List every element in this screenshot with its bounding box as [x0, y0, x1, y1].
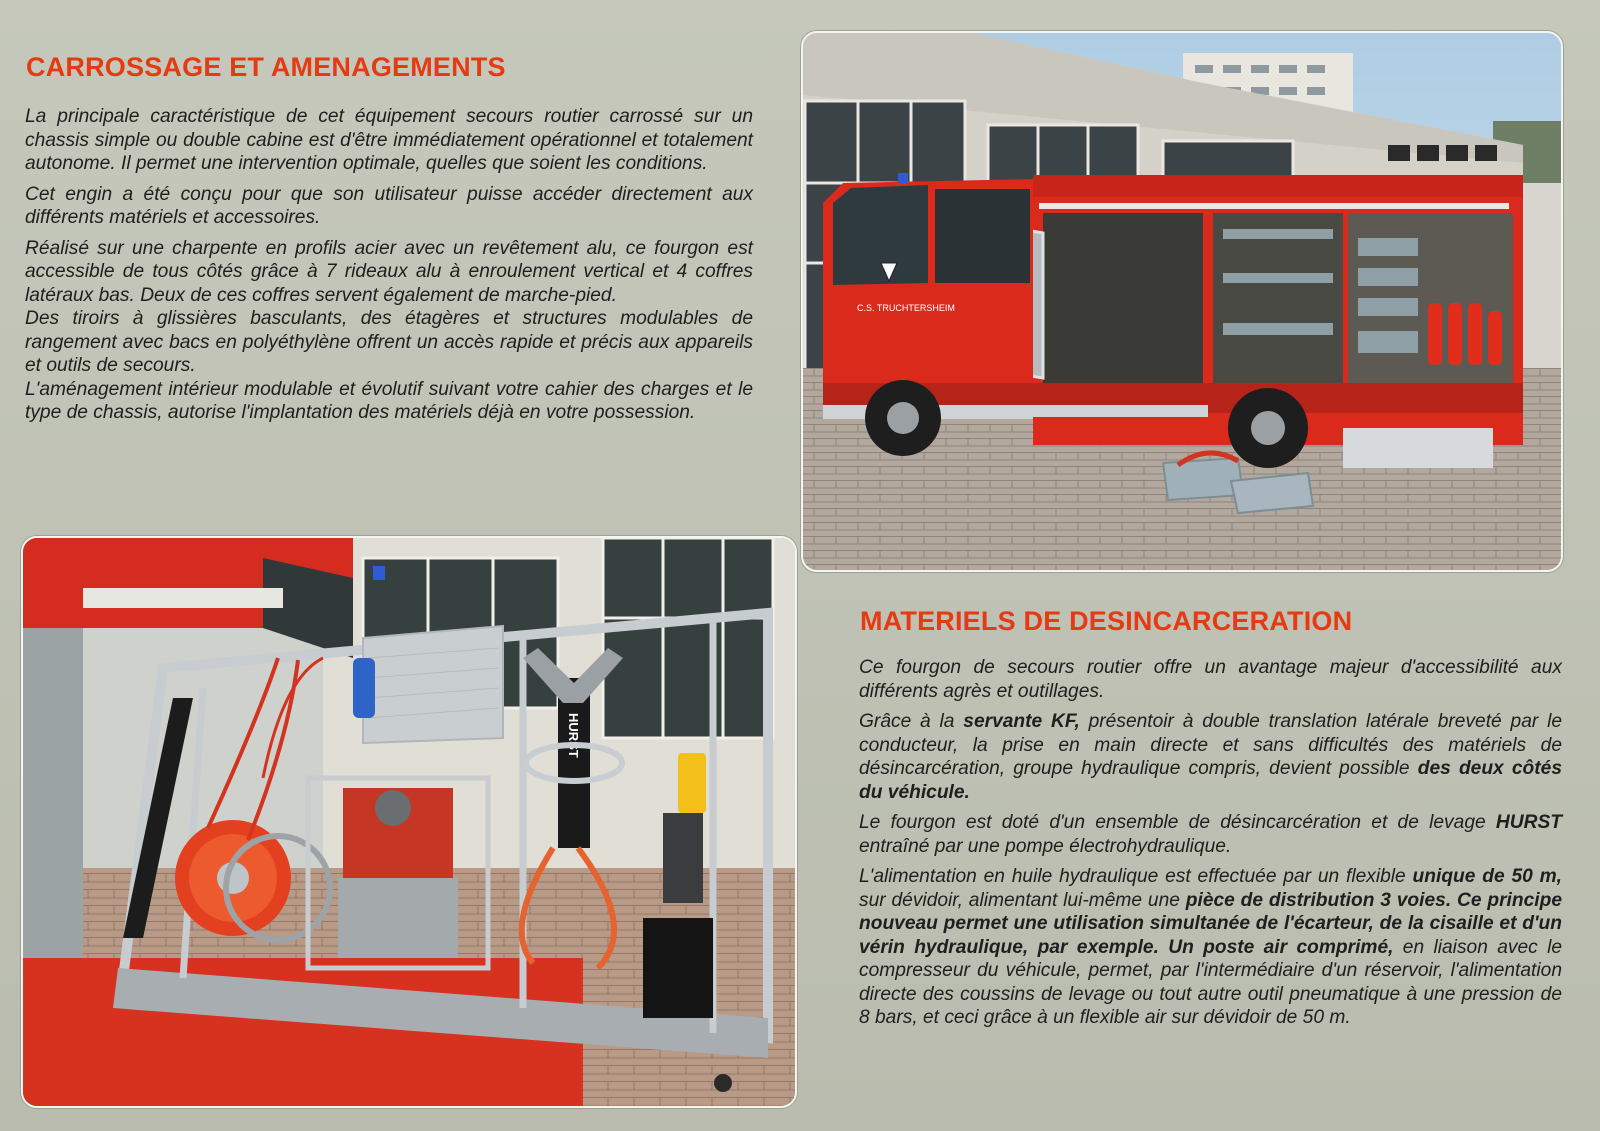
paragraph: L'alimentation en huile hydraulique est effectuée par un flexible unique de 50 m, sur dévidoir, alimentant lui-même une pièce de distribution 3 voies. Ce principe nouveau permet une utilisation simultanée de l'écarteur, de la cisaille et d'un vérin hydraulique, par exemple. Un poste air comprimé, en liaison avec le compresseur du véhicule, permet, par l'intermédiaire d'un réservoir, l'alimentation directe des coussins de levage ou tout autre outil pneumatique à une pression de 8 bars, et ceci grâce à un flexible air sur dévidoir de 50 m.	[859, 866, 1562, 1028]
emphasis: servante KF,	[963, 711, 1080, 732]
section-title-desincarceration: MATERIELS DE DESINCARCERATION	[860, 606, 1353, 636]
door-lettering: C.S. TRUCHTERSHEIM	[857, 303, 955, 313]
emphasis: HURST	[1495, 812, 1562, 833]
paragraph: Le fourgon est doté d'un ensemble de désincarcération et de levage HURST entraîné par une pompe électrohydraulique.	[859, 812, 1562, 857]
paragraph: La principale caractéristique de cet équipement secours routier carrossé sur un chassis simple ou double cabine est d'être immédiatement opérationnel et totalement autonome. Il permet une intervention optimale, quelles que soient les conditions.	[25, 106, 753, 174]
emphasis: pièce de distribution 3 voies. Ce principe nouveau permet une utilisation simultanée de l'écarteur, de la cisaille et d'un vérin hydraulique, par exemple. Un poste air comprimé,	[859, 889, 1562, 958]
section-title-carrossage: CARROSSAGE ET AMENAGEMENTS	[26, 52, 506, 82]
emphasis: des deux côtés du véhicule.	[859, 758, 1562, 803]
hurst-tool-label: HURST	[566, 713, 581, 758]
truck-photo	[801, 31, 1563, 572]
paragraph: Cet engin a été conçu pour que son utilisateur puisse accéder directement aux différents matériels et accessoires.	[25, 183, 753, 228]
paragraph: Réalisé sur une charpente en profils acier avec un revêtement alu, ce fourgon est accessible de tous côtés grâce à 7 rideaux alu à enroulement vertical et 4 coffres latéraux bas. Deux de ces coffres servent également de marche-pied.	[25, 237, 753, 306]
paragraph: Grâce à la servante KF, présentoir à double translation latérale breveté par le conducteur, la prise en main directe et sans difficultés des matériels de désincarcération, groupe hydraulique compris, devient possible des deux côtés du véhicule.	[859, 711, 1562, 803]
tools-photo	[21, 536, 797, 1108]
paragraph: Des tiroirs à glissières basculants, des étagères et structures modulables de rangement avec bacs en polyéthylène offrent un accès rapide et précis aux appareils et outils de secours.	[25, 308, 753, 376]
section-body-carrossage	[25, 105, 753, 425]
paragraph: L'aménagement intérieur modulable et évolutif suivant votre cahier des charges et le type de chassis, autorise l'implantation des matériels déjà en votre possession.	[25, 378, 753, 423]
paragraph: Ce fourgon de secours routier offre un avantage majeur d'accessibilité aux différents agrès et outillages.	[859, 657, 1562, 702]
section-body-desincarceration	[859, 656, 1562, 1030]
emphasis: unique de 50 m,	[1412, 866, 1562, 887]
